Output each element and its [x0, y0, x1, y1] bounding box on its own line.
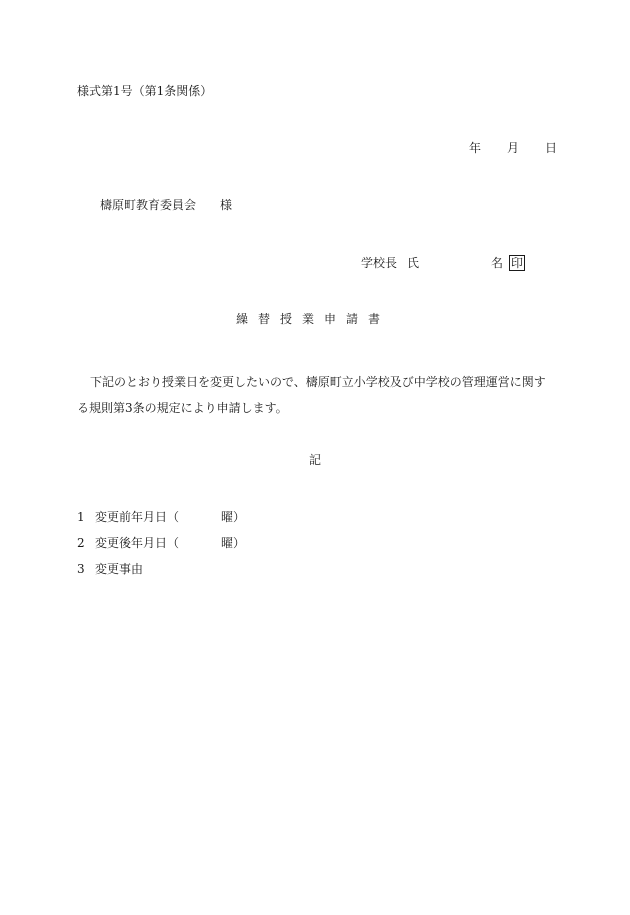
- year-label: 年: [469, 141, 482, 155]
- item-weekday: 曜）: [221, 536, 246, 550]
- form-number: 様式第1号（第1条関係）: [77, 84, 213, 98]
- addressee-honorific: 様: [220, 198, 233, 212]
- list-item: [77, 510, 245, 524]
- signer-title: 学校長: [361, 256, 398, 270]
- signer-mei: 名: [491, 256, 504, 270]
- addressee: [100, 198, 232, 212]
- addressee-name: 檮原町教育委員会: [100, 198, 197, 212]
- list-item: [77, 562, 143, 576]
- signature-line: [361, 255, 525, 271]
- item-number: 2: [77, 536, 85, 550]
- body-paragraph: [77, 369, 557, 421]
- item-label: 変更前年月日（: [95, 510, 180, 524]
- list-item: [77, 536, 245, 550]
- item-label: 変更事由: [95, 562, 144, 576]
- item-number: 1: [77, 510, 85, 524]
- date-line: [443, 141, 557, 155]
- day-label: 日: [545, 141, 558, 155]
- document-title: 繰替授業申請書: [236, 312, 391, 326]
- item-label: 変更後年月日（: [95, 536, 180, 550]
- month-label: 月: [507, 141, 520, 155]
- seal-mark: 印: [511, 256, 524, 270]
- body-text: 下記のとおり授業日を変更したいので、檮原町立小学校及び中学校の管理運営に関する規則第3条の規定により申請します。: [77, 375, 546, 415]
- ki-heading: 記: [309, 453, 322, 467]
- signer-shi: 氏: [407, 256, 420, 270]
- item-number: 3: [77, 562, 85, 576]
- item-weekday: 曜）: [221, 510, 246, 524]
